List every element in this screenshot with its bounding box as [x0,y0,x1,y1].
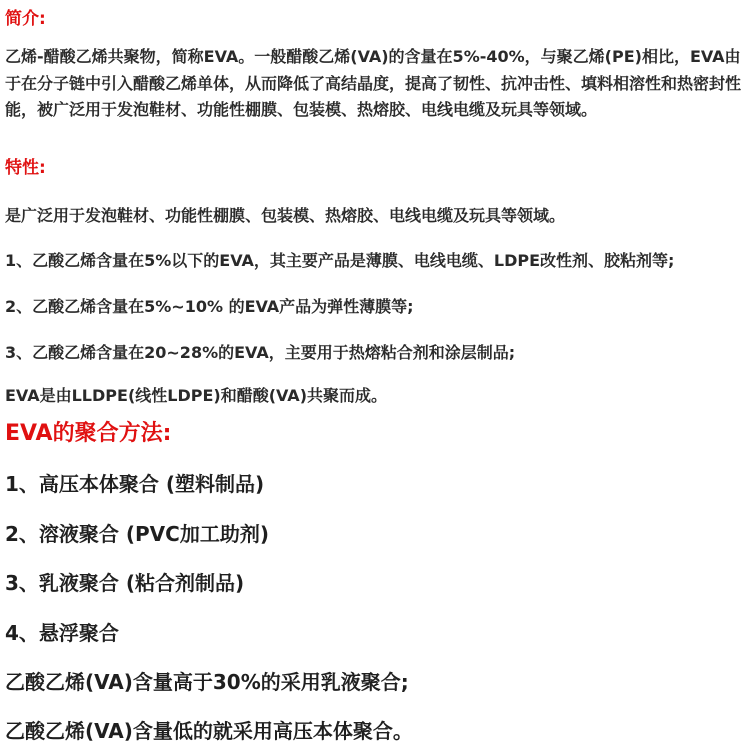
polymerization-item: 2、溶液聚合 (PVC加工助剂) [5,522,269,546]
intro-heading: 简介: [5,9,46,29]
polymerization-heading: EVA的聚合方法: [5,421,172,446]
polymerization-item: 4、悬浮聚合 [5,621,119,645]
polymerization-note: 乙酸乙烯(VA)含量高于30%的采用乳液聚合; [5,670,409,694]
polymerization-item: 1、高压本体聚合 (塑料制品) [5,472,265,496]
polymerization-item: 3、乳液聚合 (粘合剂制品) [5,571,245,595]
properties-item: EVA是由LLDPE(线性LDPE)和醋酸(VA)共聚而成。 [5,386,388,405]
properties-heading: 特性: [5,158,46,178]
polymerization-note: 乙酸乙烯(VA)含量低的就采用高压本体聚合。 [5,719,413,743]
properties-item: 2、乙酸乙烯含量在5%~10% 的EVA产品为弹性薄膜等; [5,297,414,316]
intro-paragraph: 乙烯-醋酸乙烯共聚物，简称EVA。一般醋酸乙烯(VA)的含量在5%-40%，与聚乙烯(PE)相比，EVA由于在分子链中引入醋酸乙烯单体，从而降低了高结晶度，提高了韧性、抗冲击性、填料相溶性和热密封性能，被广泛用于发泡鞋材、功能性棚膜、包装模、热熔胶、电线电缆及玩具等领域。 [5,47,742,119]
properties-item: 1、乙酸乙烯含量在5%以下的EVA，其主要产品是薄膜、电线电缆、LDPE改性剂、胶粘剂等; [5,251,675,270]
properties-item: 3、乙酸乙烯含量在20~28%的EVA，主要用于热熔粘合剂和涂层制品; [5,343,516,362]
properties-item: 是广泛用于发泡鞋材、功能性棚膜、包装模、热熔胶、电线电缆及玩具等领域。 [5,206,566,225]
